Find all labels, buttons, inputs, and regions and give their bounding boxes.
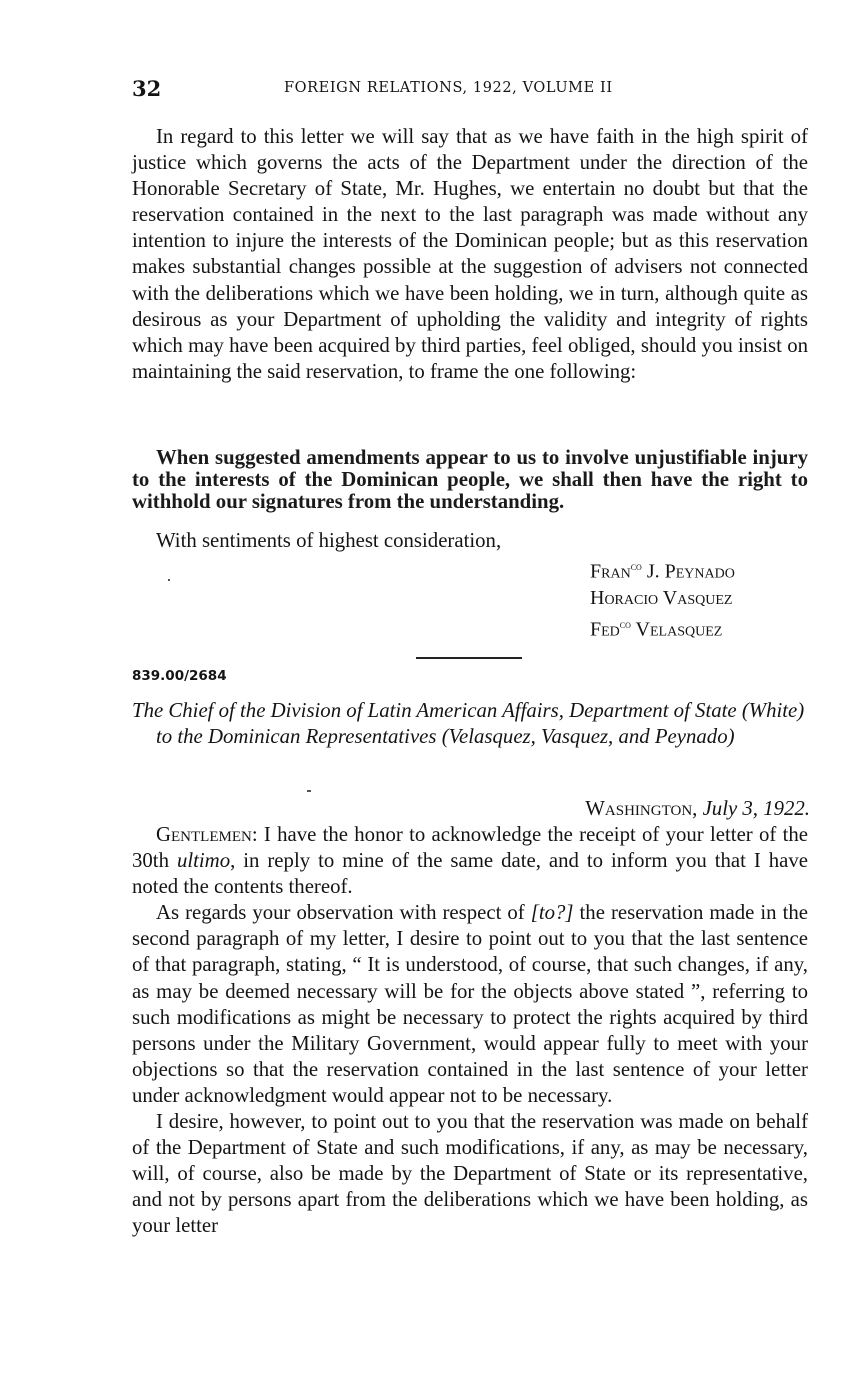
document-title: The Chief of the Division of Latin American Affairs, Department of State (White) to the Dominican Representatives (Velasquez, Vasquez, and Peynado) [132,699,805,749]
running-head: FOREIGN RELATIONS, 1922, VOLUME II [284,80,613,96]
signature-velasquez: Fed$^{co}$ Velasquez [590,618,723,641]
scan-speck [168,579,170,581]
file-number: 839.00/2684 [132,668,227,684]
signature-block [590,554,735,643]
scan-speck [307,790,311,792]
reply-paragraph-1: Gentlemen: I have the honor to acknowledge the receipt of your letter of the 30th ultimo, in reply to mine of the same date, and to inform you that I have noted the contents thereof. [132,823,808,899]
quoted-reservation: When suggested amendments appear to us to involve unjustifiable injury to the interests of the Dominican people, we shall then have the right to withhold our signatures from the understanding. [132,446,808,514]
page-header [132,76,808,102]
signature-vasquez: Horacio Vasquez [590,587,733,610]
letter-paragraph: In regard to this letter we will say that as we have faith in the high spirit of justice which governs the acts of the Department under the direction of the Honorable Secretary of State, Mr. Hughes, we entertain no doubt but that the reservation contained in the next to the last paragraph was made without any intention to injure the interests of the Dominican people; but as this reservation makes substantial changes possible at the suggestion of advisers not connected with the deliberations which we have been holding, we in turn, although quite as desirous as your Department of upholding the validity and integrity of rights which may have been acquired by third parties, feel obliged, should you insist on maintaining the said reservation, to frame the one following: [132,125,808,383]
quoted-reservation-block [132,447,808,514]
dateline-date: July 3, 1922. [702,797,810,820]
reply-paragraph-3: I desire, however, to point out to you that the reservation was made on behalf of the Department of State and such modifications, if any, as may be necessary, will, of course, also be made by the Department of State or its representative, and not by persons apart from the deliberations which we have been holding, as your letter [132,1110,808,1238]
section-divider [416,657,522,659]
letter-paragraph-block [132,124,808,385]
signature-peynado: Fran$^{co}$ J. Peynado [590,560,735,583]
salutation: Gentlemen [156,823,252,846]
reply-body [132,822,808,1240]
letter-closing: With sentiments of highest consideration, [156,529,502,552]
dateline-place: Washington, [585,797,698,820]
page-number: 32 [132,76,162,101]
dateline [585,797,810,821]
reply-paragraph-2: As regards your observation with respect of [to?] the reservation made in the second paragraph of my letter, I desire to point out to you that the last sentence of that paragraph, stating, “ It is understood, of course, that such changes, if any, as may be deemed necessary will be for the objects above stated ”, referring to such modifications as might be necessary to protect the rights acquired by third persons under the Military Government, would appear fully to meet with your objections so that the reservation contained in the last sentence of your letter under acknowledgment would appear not to be necessary. [132,901,808,1107]
